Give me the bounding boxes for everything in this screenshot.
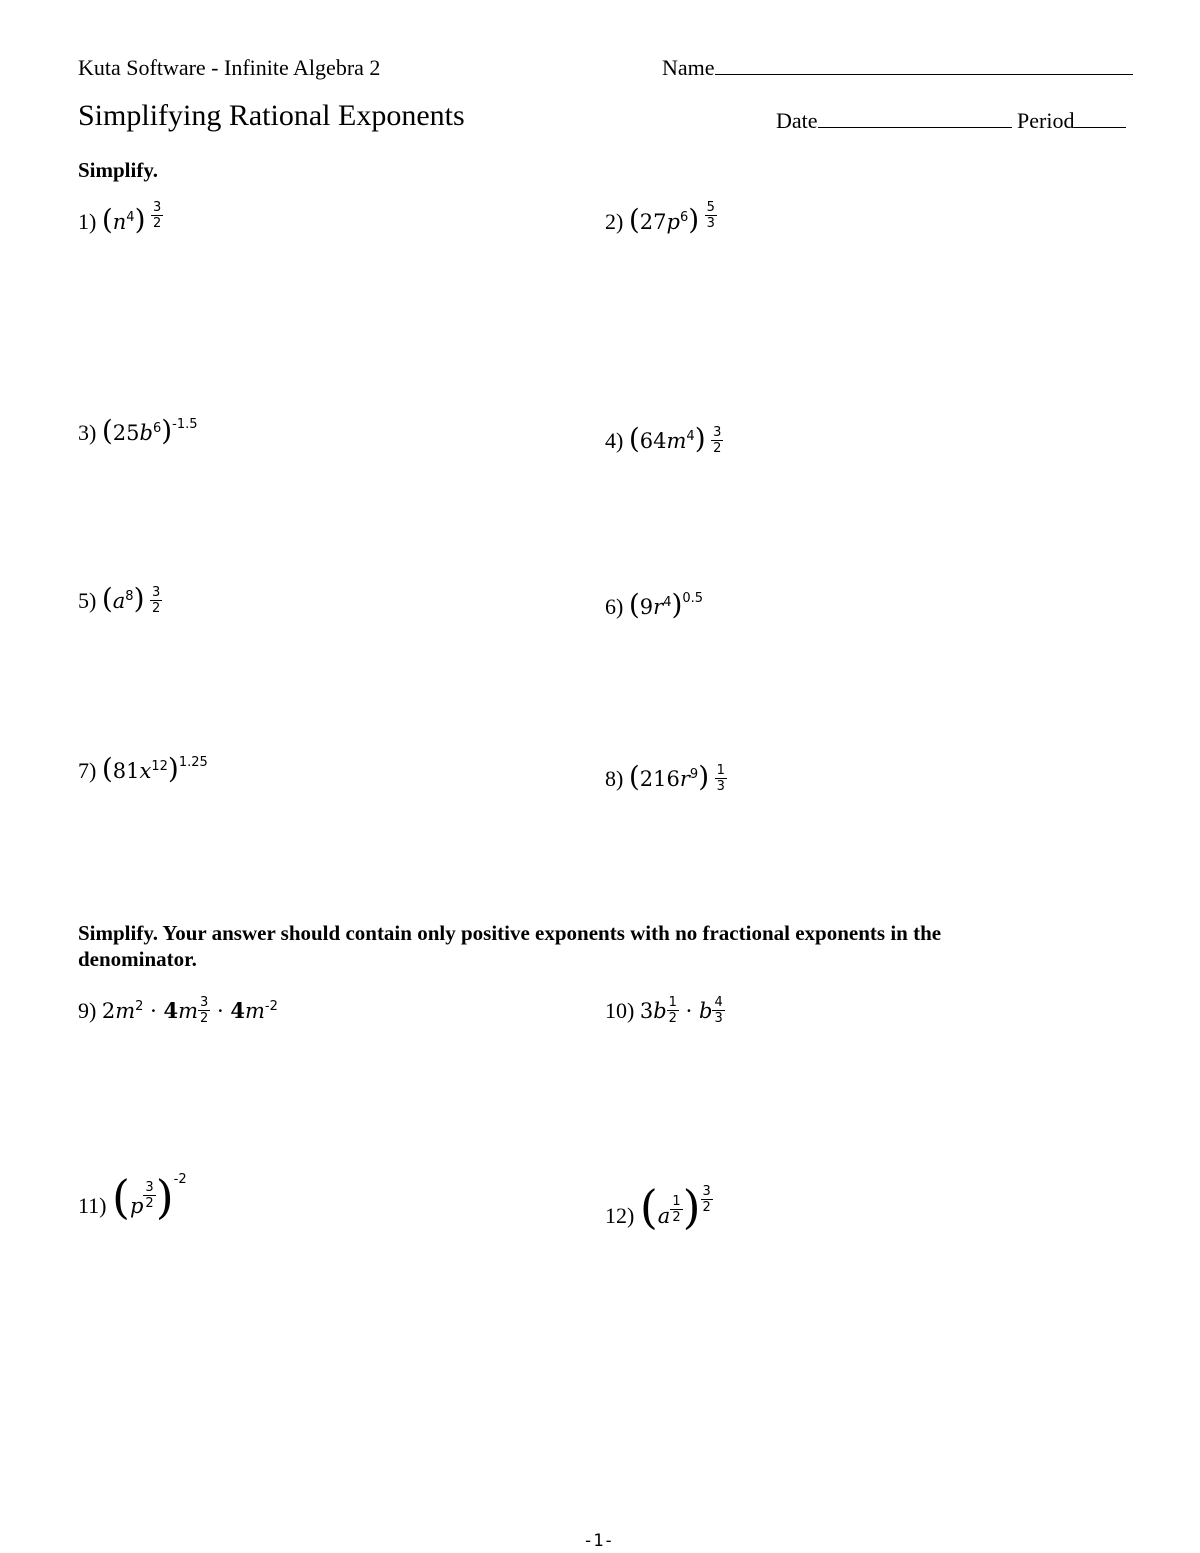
date-label: Date [776, 108, 818, 133]
exponent-fraction: $\frac{5}{3}$ [706, 200, 715, 231]
problem-12: 12) (a $\frac{1}{2}$ ) $\frac{3}{2}$ [605, 1180, 711, 1234]
problem-number: 8) [605, 766, 624, 791]
problem-number: 9) [78, 998, 97, 1023]
period-label: Period [1017, 108, 1075, 133]
problem-9: 9) $2m^2 \cdot 4m$ $\frac{3}{2}$ · $4m^{-2}$ [78, 995, 278, 1026]
problem-6: 6) $(9r^4)^{0.5}$ [605, 588, 704, 621]
problem-number: 2) [605, 209, 624, 234]
worksheet-title: Simplifying Rational Exponents [78, 99, 465, 132]
problem-number: 7) [78, 758, 97, 783]
period-line[interactable] [1074, 109, 1126, 128]
problem-10: 10) 3b $\frac{1}{2}$ · b $\frac{4}{3}$ [605, 995, 723, 1026]
problem-4: 4) $(64m^4)$ $\frac{3}{2}$ [605, 422, 722, 456]
name-field[interactable] [662, 55, 1133, 81]
problem-number: 6) [605, 594, 624, 619]
exponent-fraction: $\frac{3}{2}$ [713, 425, 722, 456]
section-instruction: Simplify. [78, 158, 158, 182]
name-line[interactable] [715, 56, 1133, 75]
software-label: Kuta Software - Infinite Algebra 2 [78, 55, 381, 80]
problem-number: 1) [78, 209, 97, 234]
instruction-line: denominator. [78, 947, 197, 971]
date-line[interactable] [818, 109, 1012, 128]
exponent-fraction: $\frac{3}{2}$ [152, 585, 161, 616]
problem-11: 11) (p $\frac{3}{2}$ )$^{-2}$ [78, 1170, 187, 1224]
exponent-fraction: $\frac{1}{3}$ [716, 763, 725, 794]
problem-number: 3) [78, 420, 97, 445]
problem-number: 11) [78, 1193, 107, 1218]
problem-3: 3) $(25b^6)^{-1.5}$ [78, 414, 198, 447]
name-label: Name [662, 55, 715, 80]
problem-number: 10) [605, 998, 635, 1023]
problem-5: 5) $(a^8)$ $\frac{3}{2}$ [78, 582, 161, 616]
date-field[interactable] [776, 108, 1126, 134]
problem-8: 8) $(216r^9)$ $\frac{1}{3}$ [605, 760, 725, 794]
exponent-fraction: $\frac{3}{2}$ [153, 200, 162, 231]
problem-1: 1) $(n^4)$ $\frac{3}{2}$ [78, 200, 162, 236]
problem-number: 5) [78, 588, 97, 613]
section-instruction [78, 920, 941, 972]
page-number: -1- [583, 1531, 614, 1551]
problem-number: 4) [605, 428, 624, 453]
problem-number: 12) [605, 1203, 635, 1228]
instruction-line: Simplify. Your answer should contain only positive exponents with no fractional exponents in the [78, 921, 942, 945]
problem-2: 2) $(27p^6)$ $\frac{5}{3}$ [605, 200, 715, 236]
problem-7: 7) $(81x^{12})^{1.25}$ [78, 752, 208, 785]
